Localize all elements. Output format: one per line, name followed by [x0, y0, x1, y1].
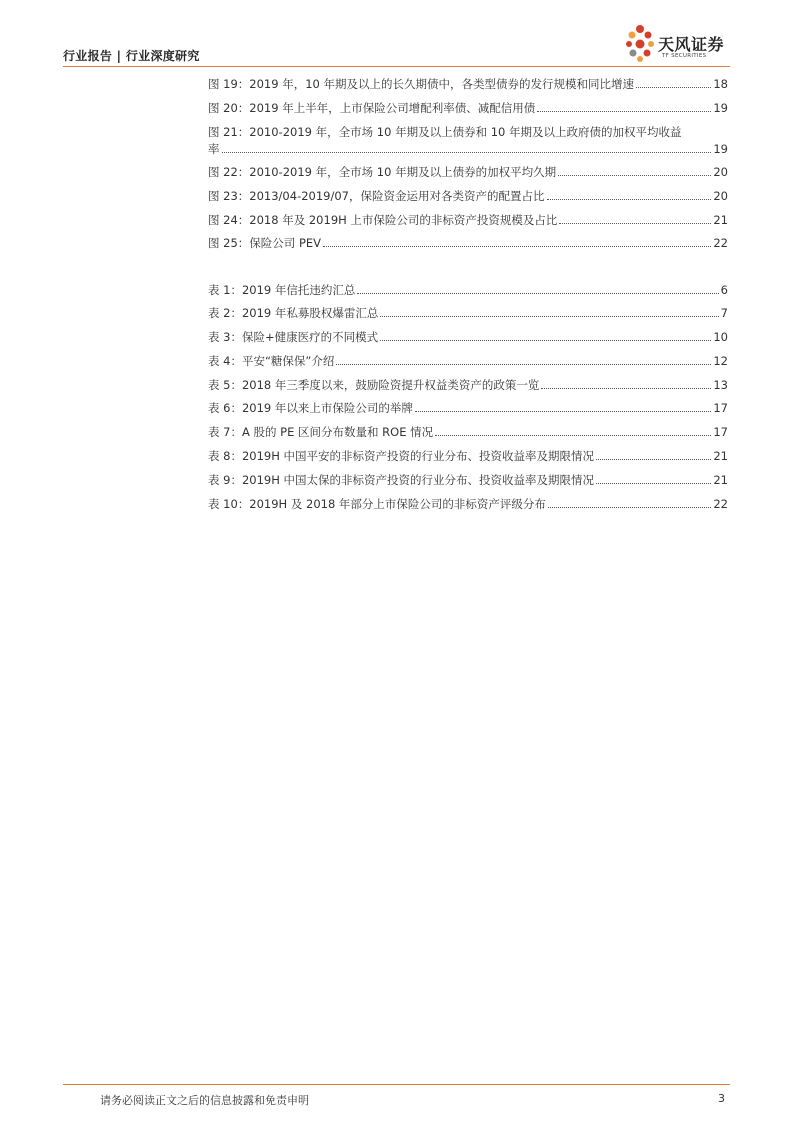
toc-leader-dots — [380, 340, 711, 341]
toc-entry-table-7[interactable] — [208, 424, 728, 440]
toc-entry-text: 表 7：A 股的 PE 区间分布数量和 ROE 情况 — [208, 425, 434, 439]
toc-leader-dots — [537, 111, 711, 112]
footer-divider — [63, 1084, 730, 1085]
toc-entry-text: 表 4：平安“糖保保”介绍 — [208, 354, 335, 368]
toc-page-number: 20 — [713, 165, 728, 179]
toc-leader-dots — [336, 364, 711, 365]
toc-entry-text: 图 19：2019 年，10 年期及以上的长久期债中，各类型债券的发行规模和同比增速 — [208, 77, 634, 91]
toc-leader-dots — [596, 483, 711, 484]
toc-page-number: 18 — [713, 77, 728, 91]
toc-entry-text: 图 24：2018 年及 2019H 上市保险公司的非标资产投资规模及占比 — [208, 213, 558, 227]
logo-flower-icon — [622, 20, 658, 68]
logo-english-name: TF SECURITIES — [662, 53, 707, 59]
toc-leader-dots — [547, 199, 712, 200]
toc-page-number: 19 — [713, 142, 728, 156]
toc-entry-figure-21-continued[interactable] — [208, 141, 728, 157]
toc-leader-dots — [357, 293, 718, 294]
toc-page-number: 6 — [720, 283, 728, 297]
toc-entry-table-8[interactable] — [208, 448, 728, 464]
toc-entry-text: 表 6：2019 年以来上市保险公司的举牌 — [208, 401, 413, 415]
toc-page-number: 21 — [713, 213, 728, 227]
toc-leader-dots — [596, 459, 711, 460]
toc-page-number: 13 — [713, 378, 728, 392]
toc-entry-table-3[interactable] — [208, 329, 728, 345]
toc-page-number: 22 — [713, 497, 728, 511]
toc-entry-figure-20[interactable] — [208, 100, 728, 116]
toc-entry-table-6[interactable] — [208, 400, 728, 416]
toc-entry-text: 图 22：2010-2019 年，全市场 10 年期及以上债券的加权平均久期 — [208, 165, 557, 179]
toc-entry-text: 表 10：2019H 及 2018 年部分上市保险公司的非标资产评级分布 — [208, 497, 546, 511]
header-divider — [63, 66, 730, 67]
toc-entry-figure-23[interactable] — [208, 188, 728, 204]
toc-entry-text: 表 8：2019H 中国平安的非标资产投资的行业分布、投资收益率及期限情况 — [208, 449, 595, 463]
toc-leader-dots — [541, 388, 711, 389]
toc-entry-text: 表 2：2019 年私募股权爆雷汇总 — [208, 306, 379, 320]
toc-leader-dots — [636, 87, 711, 88]
toc-entry-text: 表 3：保险+健康医疗的不同模式 — [208, 330, 379, 344]
report-category: 行业报告 | 行业深度研究 — [63, 49, 200, 63]
toc-entry-figure-25[interactable] — [208, 235, 728, 251]
toc-leader-dots — [548, 507, 711, 508]
toc-entry-table-5[interactable] — [208, 377, 728, 393]
toc-page-number: 17 — [713, 425, 728, 439]
toc-entry-text-continued: 率 — [208, 142, 220, 156]
toc-leader-dots — [415, 411, 711, 412]
toc-leader-dots — [435, 435, 711, 436]
toc-entry-text: 表 1：2019 年信托违约汇总 — [208, 283, 356, 297]
toc-leader-dots — [559, 223, 711, 224]
toc-entry-text: 图 21：2010-2019 年，全市场 10 年期及以上债券和 10 年期及以上政府债的加权平均收益 — [208, 125, 682, 139]
toc-entry-table-10[interactable] — [208, 496, 728, 512]
toc-entry-text: 图 20：2019 年上半年，上市保险公司增配利率债、减配信用债 — [208, 101, 536, 115]
toc-leader-dots — [222, 152, 712, 153]
toc-entry-text: 表 9：2019H 中国太保的非标资产投资的行业分布、投资收益率及期限情况 — [208, 473, 595, 487]
toc-page-number: 20 — [713, 189, 728, 203]
toc-page-number: 17 — [713, 401, 728, 415]
logo-chinese-name: 天风证券 — [658, 35, 725, 54]
toc-leader-dots — [323, 246, 711, 247]
toc-leader-dots — [558, 175, 711, 176]
toc-leader-dots — [380, 316, 718, 317]
toc-entry-table-2[interactable] — [208, 305, 728, 321]
toc-page-number: 7 — [720, 306, 728, 320]
toc-page-number: 12 — [713, 354, 728, 368]
toc-entry-table-1[interactable] — [208, 282, 728, 298]
toc-page-number: 21 — [713, 449, 728, 463]
toc-page-number: 19 — [713, 101, 728, 115]
toc-entry-figure-24[interactable] — [208, 212, 728, 228]
footer-disclaimer: 请务必阅读正文之后的信息披露和免责申明 — [100, 1094, 309, 1107]
toc-entry-table-4[interactable] — [208, 353, 728, 369]
toc-entry-table-9[interactable] — [208, 472, 728, 488]
toc-entry-figure-19[interactable] — [208, 76, 728, 92]
toc-entry-text: 图 23：2013/04-2019/07，保险资金运用对各类资产的配置占比 — [208, 189, 545, 203]
toc-page-number: 10 — [713, 330, 728, 344]
toc-page-number: 21 — [713, 473, 728, 487]
tf-securities-logo — [622, 20, 737, 68]
toc-entry-text: 表 5：2018 年三季度以来，鼓励险资提升权益类资产的政策一览 — [208, 378, 540, 392]
toc-entry-text: 图 25：保险公司 PEV — [208, 236, 322, 250]
footer-page-number: 3 — [718, 1092, 725, 1105]
toc-page-number: 22 — [713, 236, 728, 250]
toc-entry-figure-21[interactable] — [208, 124, 728, 140]
toc-entry-figure-22[interactable] — [208, 164, 728, 180]
